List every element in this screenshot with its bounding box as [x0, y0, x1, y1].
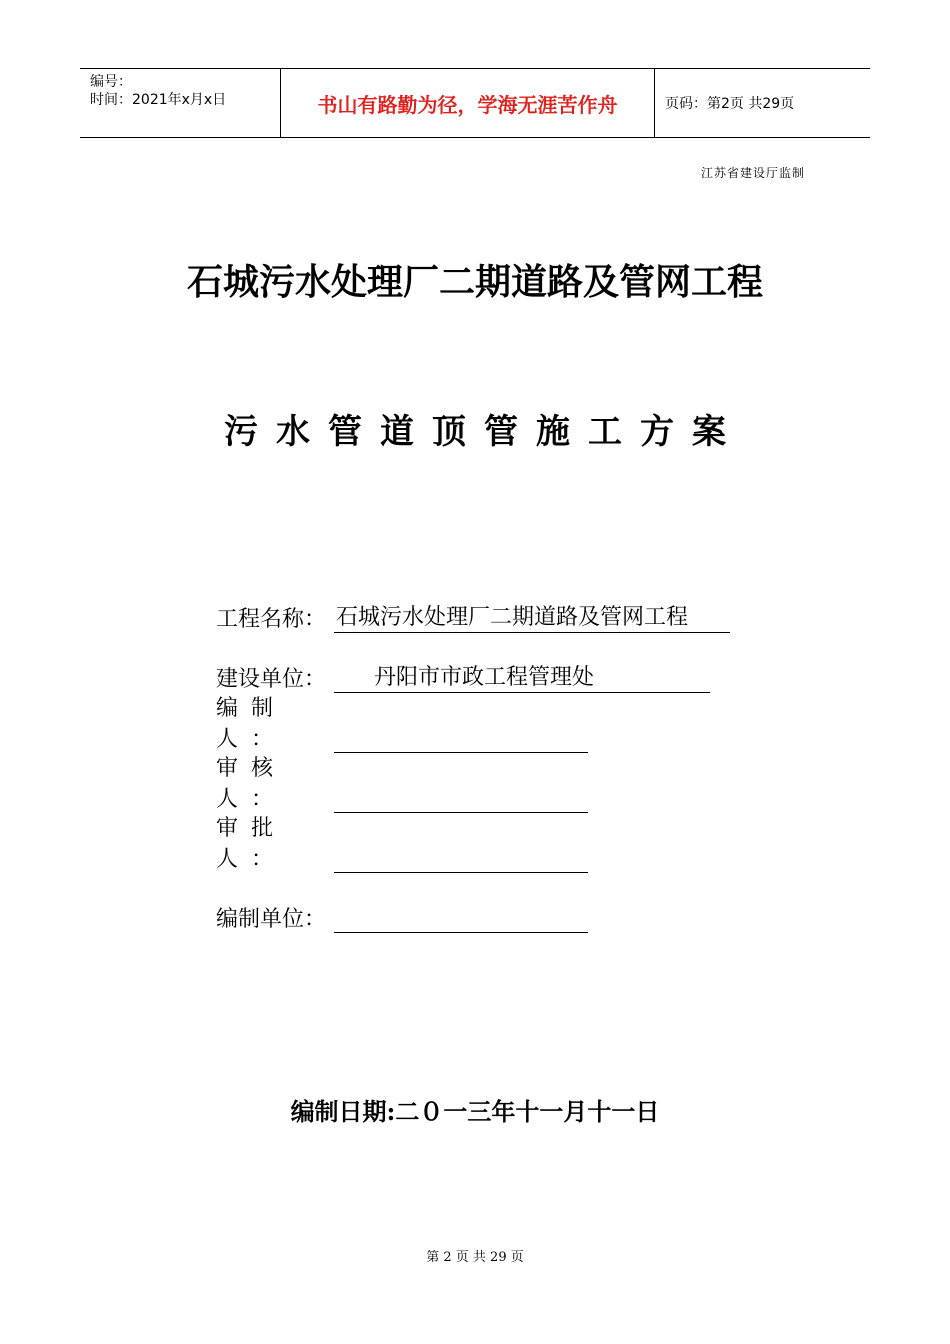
field-value: 石城污水处理厂二期道路及管网工程 — [334, 604, 730, 633]
page-footer: 第 2 页 共 29 页 — [426, 1250, 524, 1265]
field-approver — [216, 816, 588, 873]
field-construction-unit — [216, 663, 710, 693]
field-compiler — [216, 696, 588, 753]
field-label: 工程名称： — [216, 607, 327, 632]
field-compiling-unit — [216, 903, 588, 933]
page-header — [80, 68, 870, 138]
header-meta — [80, 69, 281, 137]
field-value — [334, 904, 588, 933]
field-label: 编制人： — [216, 696, 287, 752]
field-value — [334, 784, 588, 813]
compile-date: 编制日期:二０一三年十一月十一日 — [290, 1097, 660, 1126]
header-motto: 书山有路勤为径，学海无涯苦作舟 — [281, 69, 655, 137]
project-title: 石城污水处理厂二期道路及管网工程 — [186, 262, 763, 303]
field-project-name — [216, 603, 730, 633]
field-label: 审批人： — [216, 816, 287, 872]
field-reviewer — [216, 756, 588, 813]
field-value — [334, 724, 588, 753]
field-label: 建设单位： — [216, 667, 327, 692]
field-label: 审核人： — [216, 756, 287, 812]
field-label: 编制单位： — [216, 907, 327, 932]
header-page-info: 页码：第2页 共29页 — [665, 96, 795, 112]
time-label: 时间：2021年x月x日 — [90, 92, 227, 108]
document-subtitle: 污水管道顶管施工方案 — [224, 412, 744, 452]
number-label: 编号： — [90, 74, 132, 90]
field-value — [334, 844, 588, 873]
field-value: 丹阳市市政工程管理处 — [334, 664, 710, 693]
supervision-note: 江苏省建设厅监制 — [700, 166, 805, 180]
